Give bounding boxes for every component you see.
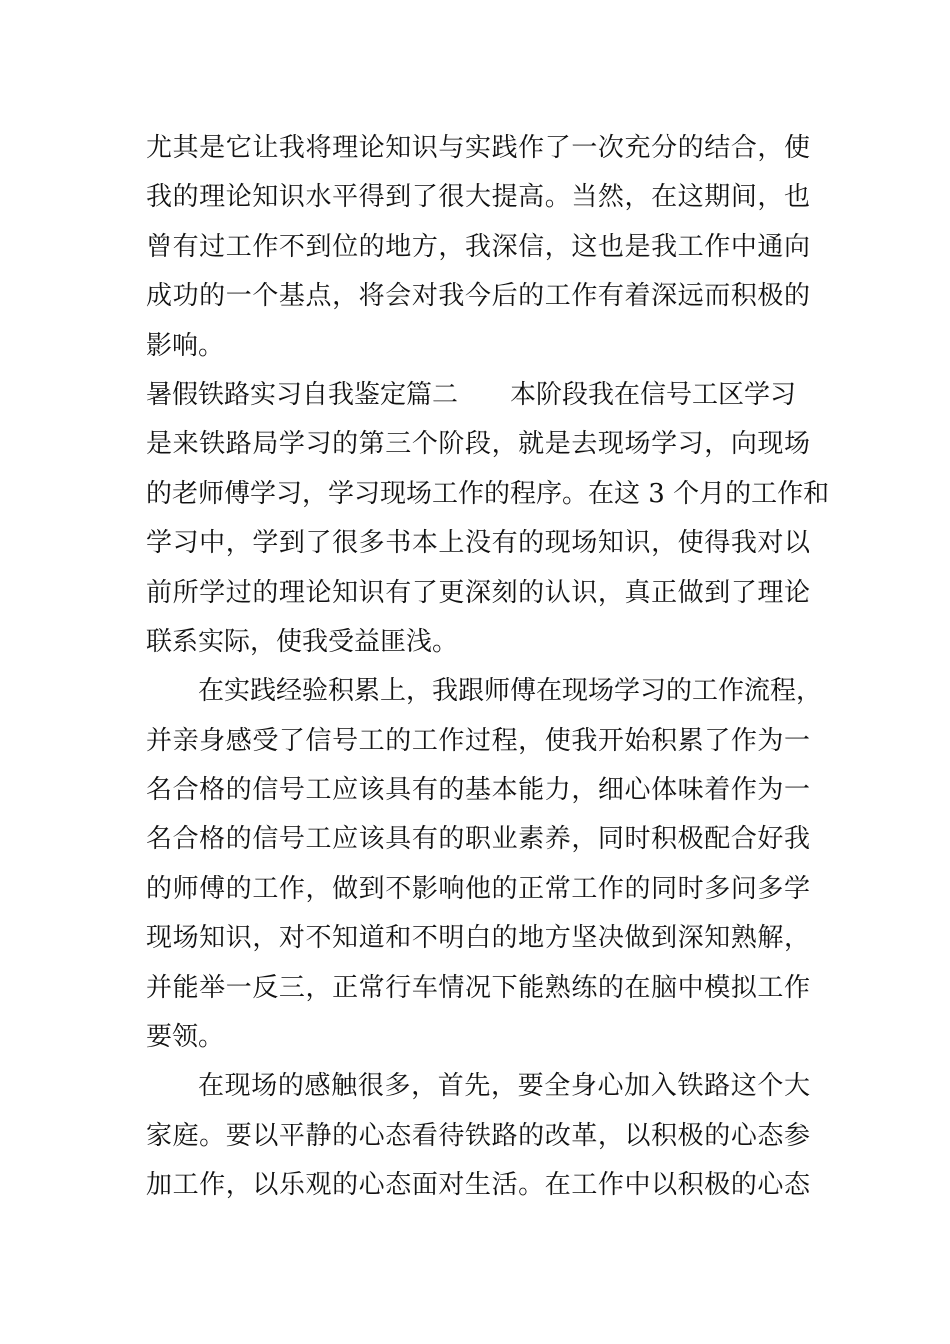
text-line: 并亲身感受了信号工的工作过程，使我开始积累了作为一 xyxy=(146,725,810,756)
text-line: 尤其是它让我将理论知识与实践作了一次充分的结合，使 xyxy=(146,133,810,163)
paragraph-3 xyxy=(146,667,823,1062)
text-line: 家庭。要以平静的心态看待铁路的改革，以积极的心态参 xyxy=(146,1120,810,1151)
text-line: 在现场的感触很多，首先，要全身心加入铁路这个大 xyxy=(198,1071,810,1102)
text-line: 影响。 xyxy=(146,330,225,361)
text-line: 联系实际，使我受益匪浅。 xyxy=(146,626,459,657)
text-line: 的师傅的工作，做到不影响他的正常工作的同时多问多学 xyxy=(146,873,810,904)
text-line: 在实践经验积累上，我跟师傅在现场学习的工作流程， xyxy=(198,676,823,707)
text-line: 学习中，学到了很多书本上没有的现场知识，使得我对以 xyxy=(146,528,810,559)
text-line: 曾有过工作不到位的地方，我深信，这也是我工作中通向 xyxy=(146,231,810,262)
text-line: 的老师傅学习，学习现场工作的程序。在这 3 个月的工作和 xyxy=(146,478,830,509)
document-body xyxy=(146,124,830,1211)
text-line: 前所学过的理论知识有了更深刻的认识，真正做到了理论 xyxy=(146,577,810,608)
text-line: 现场知识，对不知道和不明白的地方坚决做到深知熟解， xyxy=(146,923,810,954)
heading-line xyxy=(146,371,810,420)
text-line: 名合格的信号工应该具有的职业素养，同时积极配合好我 xyxy=(146,824,810,855)
text-line: 加工作，以乐观的心态面对生活。在工作中以积极的心态 xyxy=(146,1170,810,1201)
paragraph-4 xyxy=(146,1062,810,1210)
paragraph-1 xyxy=(146,124,810,371)
text-line: 名合格的信号工应该具有的基本能力，细心体味着作为一 xyxy=(146,775,810,806)
paragraph-2 xyxy=(146,371,830,667)
section-heading: 暑假铁路实习自我鉴定篇二 xyxy=(146,379,459,410)
text-line: 是来铁路局学习的第三个阶段，就是去现场学习，向现场 xyxy=(146,429,810,460)
text-line: 我的理论知识水平得到了很大提高。当然，在这期间，也 xyxy=(146,182,810,213)
text-line: 并能举一反三，正常行车情况下能熟练的在脑中模拟工作 xyxy=(146,972,810,1003)
paragraph-2-first-text: 本阶段我在信号工区学习 xyxy=(510,379,797,410)
text-line: 要领。 xyxy=(146,1022,225,1053)
text-line: 成功的一个基点，将会对我今后的工作有着深远而积极的 xyxy=(146,281,810,312)
